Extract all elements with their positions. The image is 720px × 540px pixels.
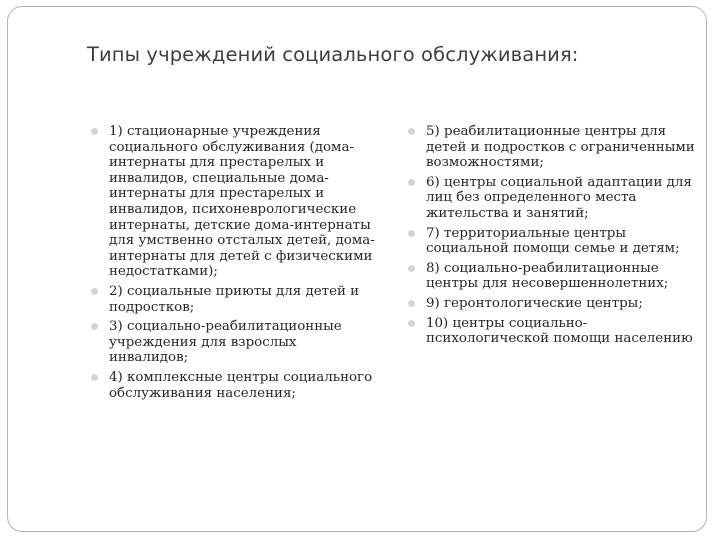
list-item-text: 7) территориальные центры социальной помощи семье и детям; (426, 225, 680, 257)
list-item (426, 124, 701, 171)
list-item-text: 9) геронтологические центры; (426, 295, 643, 311)
bullet-icon (408, 230, 415, 237)
bullet-icon (408, 265, 415, 272)
list-item-text: 5) реабилитационные центры для детей и подростков с ограниченными возможностями; (426, 124, 695, 171)
list-item (109, 319, 379, 366)
bullet-list-right (426, 124, 701, 351)
list-item-text: 1) стационарные учреждения социального обслуживания (дома-интернаты для престарелых и инвалидов, специальные дома-интернаты для престарелых и инвалидов, психоневрологические интернаты, детские дома-интернаты для умственно отсталых детей, дома-интернаты для детей с физическими недостатками); (109, 124, 375, 280)
list-item (109, 370, 379, 401)
list-item (109, 124, 379, 280)
bullet-icon (408, 300, 415, 307)
list-item (109, 284, 379, 315)
bullet-list-left (109, 124, 379, 405)
list-item (426, 316, 701, 347)
list-item-text: 4) комплексные центры социального обслуживания населения; (109, 369, 373, 401)
list-item (426, 296, 701, 312)
bullet-icon (408, 179, 415, 186)
list-item (426, 261, 701, 292)
bullet-icon (91, 128, 98, 135)
bullet-icon (408, 320, 415, 327)
bullet-icon (91, 374, 98, 381)
slide-frame (7, 6, 707, 532)
slide-title: Типы учреждений социального обслуживания: (87, 43, 579, 66)
list-item-text: 6) центры социальной адаптации для лиц без определенного места жительства и занятий; (426, 174, 692, 221)
bullet-icon (91, 323, 98, 330)
bullet-icon (408, 128, 415, 135)
list-item-text: 10) центры социально-психологической помощи населению (426, 315, 693, 347)
list-item-text: 8) социально-реабилитационные центры для несовершеннолетних; (426, 260, 669, 292)
list-item (426, 226, 701, 257)
list-item-text: 3) социально-реабилитационные учреждения для взрослых инвалидов; (109, 319, 342, 366)
list-item (426, 175, 701, 222)
list-item-text: 2) социальные приюты для детей и подростков; (109, 283, 360, 315)
bullet-icon (91, 288, 98, 295)
